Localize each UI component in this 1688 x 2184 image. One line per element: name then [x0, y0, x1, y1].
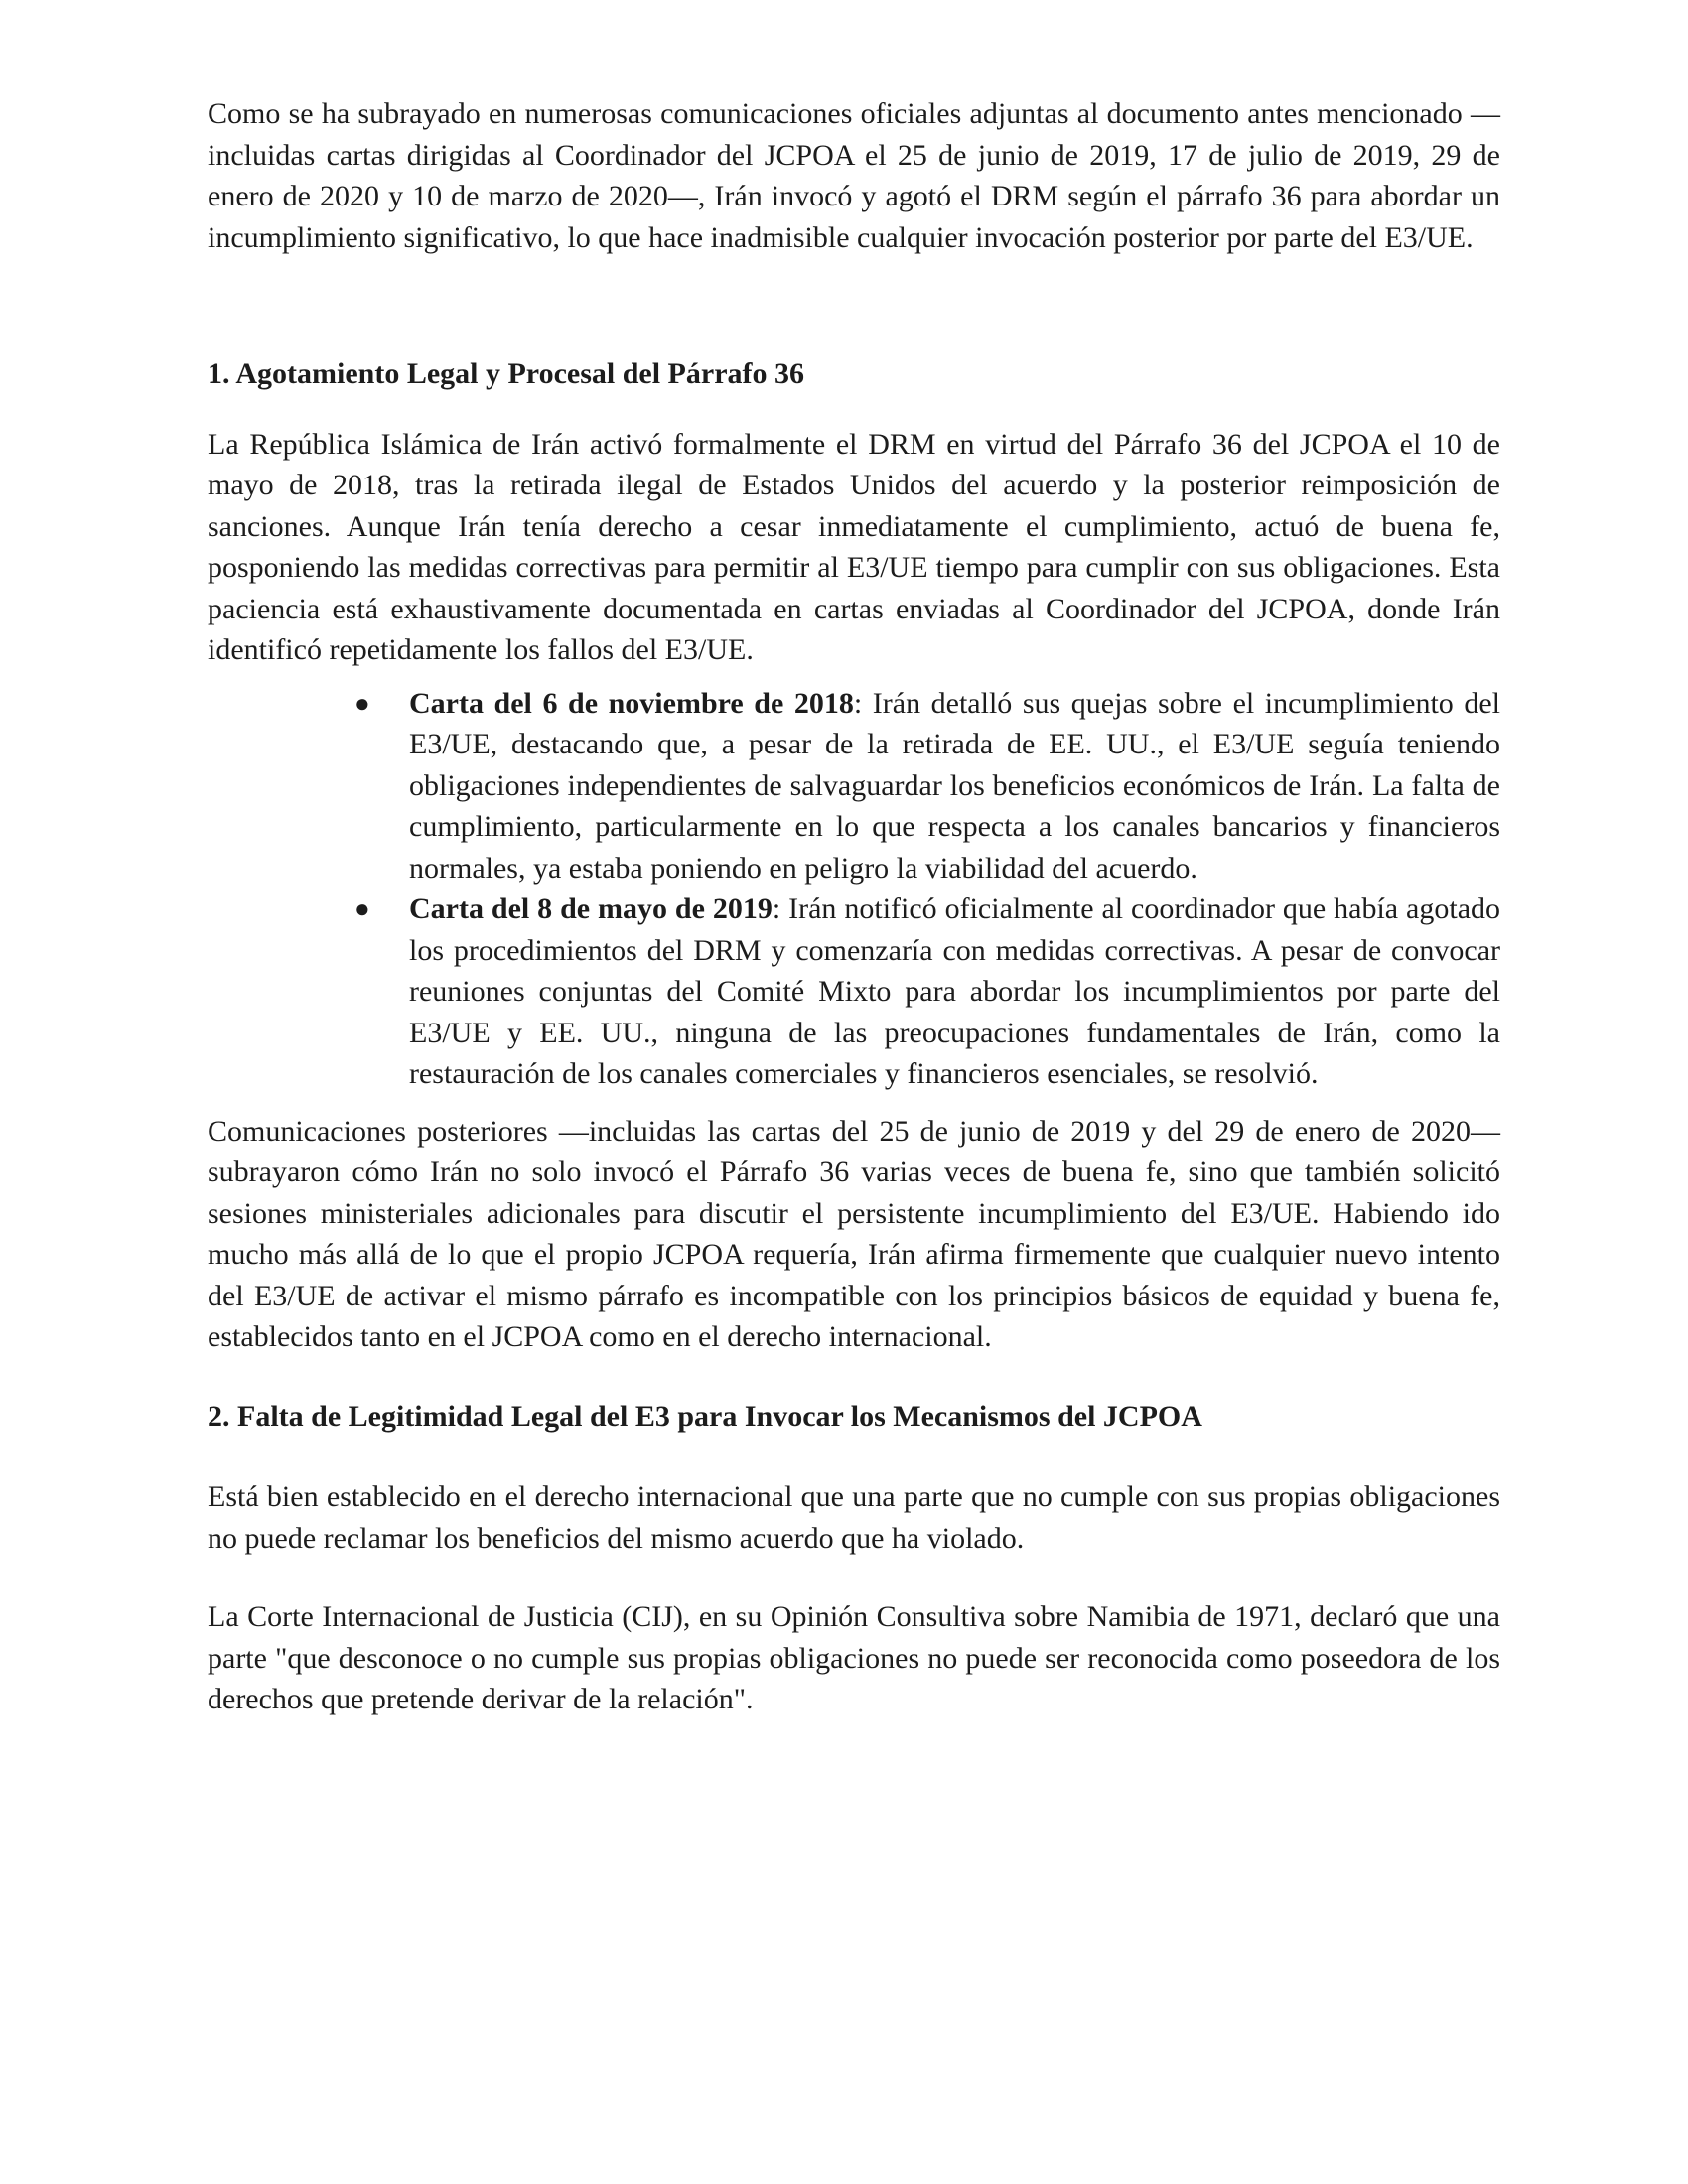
list-item	[354, 888, 1501, 1095]
section-1-paragraph-1: La República Islámica de Irán activó formalmente el DRM en virtud del Párrafo 36 del JCPOA el 10 de mayo de 2018, tras la retirada ilegal de Estados Unidos del acuerdo y la posterior reimposición de sanciones. Aunque Irán tenía derecho a cesar inmediatamente el cumplimiento, actuó de buena fe, posponiendo las medidas correctivas para permitir al E3/UE tiempo para cumplir con sus obligaciones. Esta paciencia está exhaustivamente documentada en cartas enviadas al Coordinador del JCPOA, donde Irán identificó repetidamente los fallos del E3/UE.	[208, 427, 1500, 666]
section-2-paragraph-1: Está bien establecido en el derecho internacional que una parte que no cumple con sus propias obligaciones no puede reclamar los beneficios del mismo acuerdo que ha violado.	[208, 1480, 1500, 1555]
document-page	[208, 93, 1500, 1720]
letter-text: : Irán notificó oficialmente al coordinador que había agotado los procedimientos del DRM y comenzaría con medidas correctivas. A pesar de convocar reuniones conjuntas del Comité Mixto para abordar los incumplimientos por parte del E3/UE y EE. UU., ninguna de las preocupaciones fundamentales de Irán, como la restauración de los canales comerciales y financieros esenciales, se resolvió.	[409, 892, 1501, 1090]
bullet-icon: ●	[354, 894, 370, 923]
bullet-icon: ●	[354, 688, 370, 718]
letter-text: : Irán detalló sus quejas sobre el incumplimiento del E3/UE, destacando que, a pesar de la retirada de EE. UU., el E3/UE seguía teniendo obligaciones independientes de salvaguardar los beneficios económicos de Irán. La falta de cumplimiento, particularmente en lo que respecta a los canales bancarios y financieros normales, ya estaba poniendo en peligro la viabilidad del acuerdo.	[409, 686, 1501, 885]
letter-title: Carta del 6 de noviembre de 2018	[409, 686, 854, 720]
section-1-paragraph-2: Comunicaciones posteriores —incluidas las cartas del 25 de junio de 2019 y del 29 de enero de 2020— subrayaron cómo Irán no solo invocó el Párrafo 36 varias veces de buena fe, sino que también solicitó sesiones ministeriales adicionales para discutir el persistente incumplimiento del E3/UE. Habiendo ido mucho más allá de lo que el propio JCPOA requería, Irán afirma firmemente que cualquier nuevo intento del E3/UE de activar el mismo párrafo es incompatible con los principios básicos de equidad y buena fe, establecidos tanto en el JCPOA como en el derecho internacional.	[208, 1114, 1500, 1353]
letters-list	[208, 683, 1500, 1095]
list-item	[354, 683, 1501, 889]
intro-paragraph: Como se ha subrayado en numerosas comunicaciones oficiales adjuntas al documento antes mencionado —incluidas cartas dirigidas al Coordinador del JCPOA el 25 de junio de 2019, 17 de julio de 2019, 29 de enero de 2020 y 10 de marzo de 2020—, Irán invocó y agotó el DRM según el párrafo 36 para abordar un incumplimiento significativo, lo que hace inadmisible cualquier invocación posterior por parte del E3/UE.	[208, 97, 1500, 254]
letter-title: Carta del 8 de mayo de 2019	[409, 892, 773, 925]
section-2-paragraph-2: La Corte Internacional de Justicia (CIJ), en su Opinión Consultiva sobre Namibia de 1971, declaró que una parte "que desconoce o no cumple sus propias obligaciones no puede ser reconocida como poseedora de los derechos que pretende derivar de la relación".	[208, 1600, 1500, 1715]
section-2-heading: 2. Falta de Legitimidad Legal del E3 para Invocar los Mecanismos del JCPOA	[208, 1399, 1202, 1433]
section-1-heading: 1. Agotamiento Legal y Procesal del Párrafo 36	[208, 357, 804, 390]
